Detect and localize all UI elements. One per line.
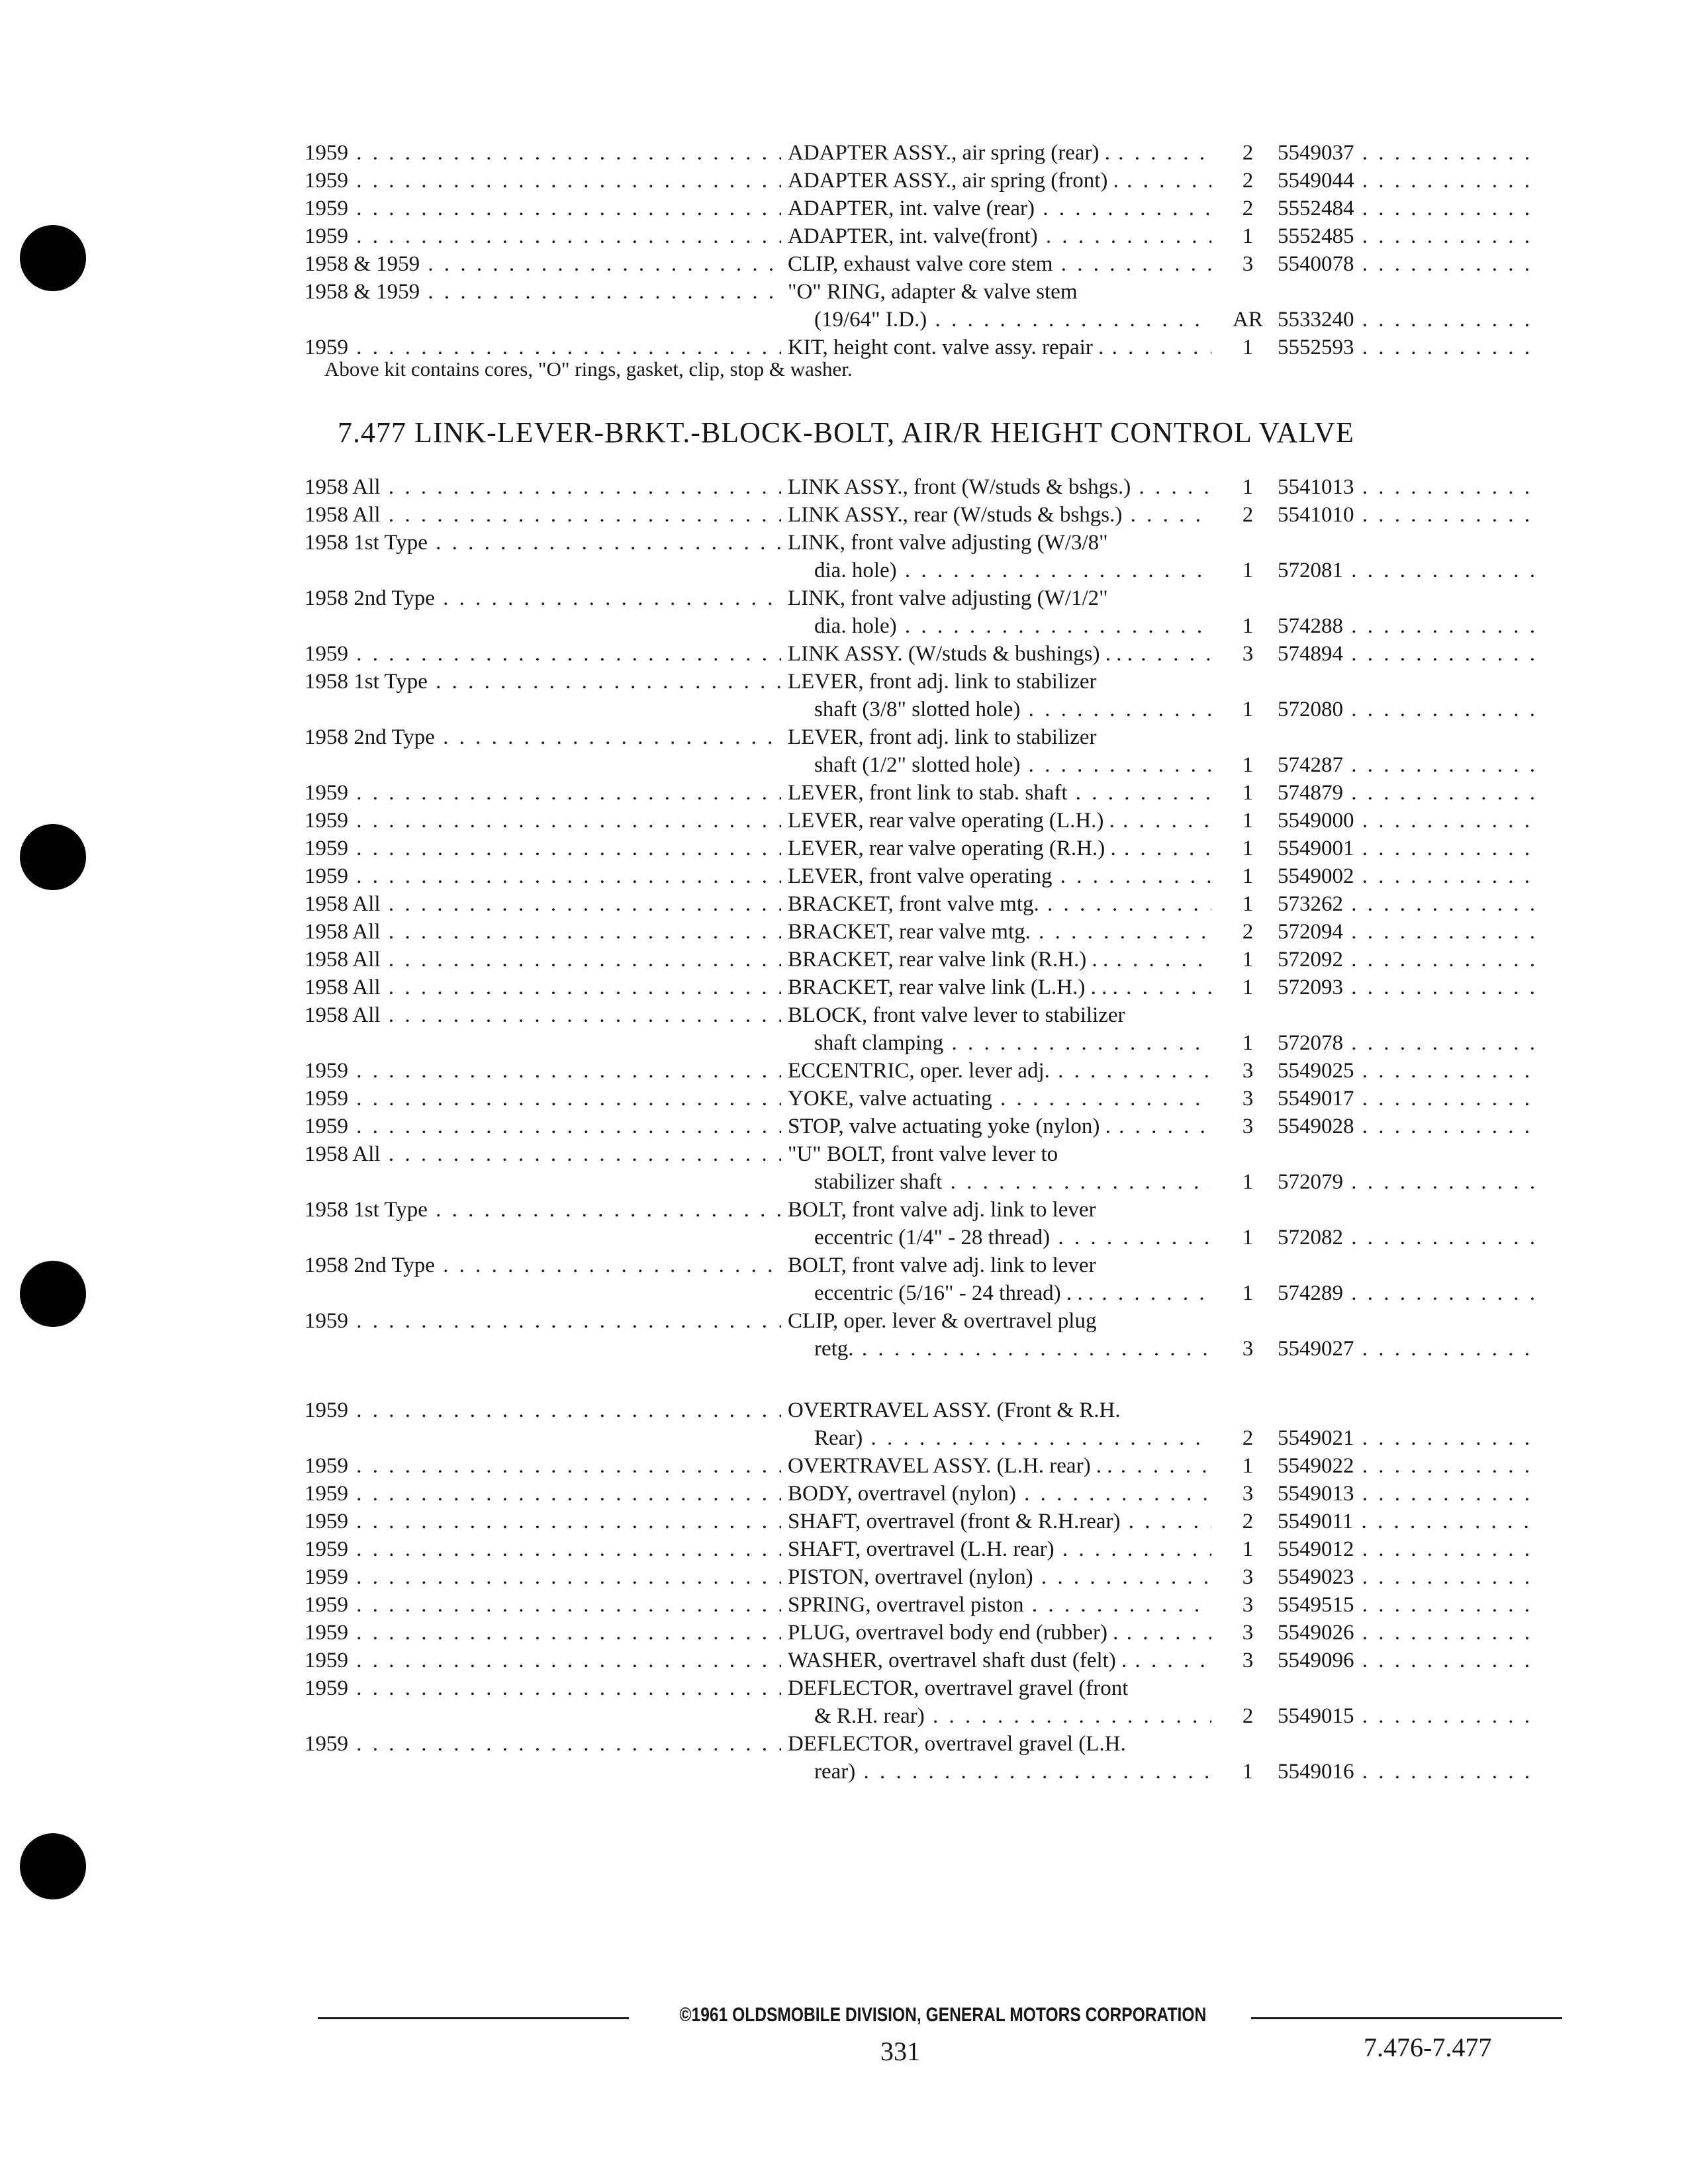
model-year: 1958 1st Type . . . bbox=[305, 1196, 781, 1224]
quantity: 3 bbox=[1242, 1059, 1254, 1083]
description-line: OVERTRAVEL ASSY. (L.H. rear) . . . . . bbox=[788, 1452, 1211, 1480]
quantity: 2 bbox=[1242, 920, 1254, 944]
part-row bbox=[305, 167, 1536, 195]
part-row bbox=[305, 890, 1536, 918]
part-number: 572078 . . . bbox=[1278, 1029, 1536, 1057]
part-row bbox=[305, 529, 1536, 584]
part-number: 572093 . . . bbox=[1278, 974, 1536, 1001]
part-description bbox=[788, 501, 1211, 529]
part-row bbox=[305, 1196, 1536, 1251]
part-row bbox=[305, 1480, 1536, 1508]
model-year: 1959 . . . bbox=[305, 1619, 781, 1647]
part-number: 5549002 . . . bbox=[1278, 862, 1536, 890]
quantity: 2 bbox=[1242, 503, 1254, 527]
footer bbox=[318, 2000, 1562, 2026]
model-year: 1959 . . . bbox=[305, 222, 781, 250]
part-number: 572080 . . . bbox=[1278, 696, 1536, 723]
part-number: 5549515 . . . bbox=[1278, 1591, 1536, 1619]
quantity: 1 bbox=[1242, 837, 1254, 860]
description-line: DEFLECTOR, overtravel gravel (front bbox=[788, 1676, 1129, 1700]
description-line: LINK ASSY., rear (W/studs & bshgs.) . . . bbox=[788, 501, 1211, 529]
model-year: 1958 2nd Type . . . bbox=[305, 1251, 781, 1279]
quantity: 3 bbox=[1242, 252, 1254, 276]
quantity: 3 bbox=[1242, 1593, 1254, 1617]
part-description bbox=[788, 1730, 1211, 1786]
part-number: 5549028 . . . bbox=[1278, 1113, 1536, 1140]
part-description bbox=[788, 195, 1211, 222]
part-description bbox=[788, 167, 1211, 195]
description-line: PISTON, overtravel (nylon) . . . bbox=[788, 1563, 1211, 1591]
part-description bbox=[788, 278, 1211, 334]
description-line: ECCENTRIC, oper. lever adj. . . . bbox=[788, 1057, 1211, 1085]
model-year: 1958 2nd Type . . . bbox=[305, 584, 781, 612]
model-year: 1959 . . . bbox=[305, 1396, 781, 1424]
description-line: SHAFT, overtravel (front & R.H.rear) . . . bbox=[788, 1508, 1211, 1535]
part-description bbox=[788, 222, 1211, 250]
part-description bbox=[788, 1307, 1211, 1363]
part-row bbox=[305, 1452, 1536, 1480]
part-description bbox=[788, 946, 1211, 974]
model-year: 1959 . . . bbox=[305, 334, 781, 361]
quantity: 1 bbox=[1242, 559, 1254, 582]
description-line: dia. hole) . . . bbox=[788, 612, 1211, 640]
description-line: shaft clamping . . . bbox=[788, 1029, 1211, 1057]
quantity: 1 bbox=[1242, 1760, 1254, 1784]
quantity: 1 bbox=[1242, 948, 1254, 972]
part-number: 5549021 . . . bbox=[1278, 1424, 1536, 1452]
part-row bbox=[305, 974, 1536, 1001]
part-row bbox=[305, 1251, 1536, 1307]
description-line: BOLT, front valve adj. link to lever bbox=[788, 1198, 1096, 1222]
part-row bbox=[305, 1001, 1536, 1057]
model-year: 1959 . . . bbox=[305, 640, 781, 668]
part-number: 5549025 . . . bbox=[1278, 1057, 1536, 1085]
part-description bbox=[788, 779, 1211, 807]
part-description bbox=[788, 529, 1211, 584]
model-year: 1959 . . . bbox=[305, 1085, 781, 1113]
binder-hole bbox=[20, 824, 86, 890]
part-number: 573262 . . . bbox=[1278, 890, 1536, 918]
quantity: AR bbox=[1233, 308, 1263, 332]
quantity: 1 bbox=[1242, 809, 1254, 833]
model-year: 1959 . . . bbox=[305, 1674, 781, 1702]
part-description bbox=[788, 1140, 1211, 1196]
section-heading: 7.477 LINK-LEVER-BRKT.-BLOCK-BOLT, AIR/R HEIGHT CONTROL VALVE bbox=[338, 416, 1354, 449]
part-row bbox=[305, 1674, 1536, 1730]
binder-hole bbox=[20, 225, 86, 291]
part-row bbox=[305, 1396, 1536, 1452]
part-description bbox=[788, 1619, 1211, 1647]
page-number: 331 bbox=[880, 2036, 920, 2066]
footer-rule-left bbox=[318, 2017, 629, 2019]
description-line: BOLT, front valve adj. link to lever bbox=[788, 1253, 1096, 1277]
part-number: 5549022 . . . bbox=[1278, 1452, 1536, 1480]
model-year: 1958 All . . . bbox=[305, 946, 781, 974]
description-line: ADAPTER ASSY., air spring (rear) . . . . bbox=[788, 139, 1211, 167]
part-description bbox=[788, 584, 1211, 640]
quantity: 3 bbox=[1242, 1565, 1254, 1589]
quantity: 3 bbox=[1242, 1115, 1254, 1138]
part-row bbox=[305, 1085, 1536, 1113]
binder-hole bbox=[20, 1833, 86, 1899]
part-row bbox=[305, 1113, 1536, 1140]
quantity: 1 bbox=[1242, 1537, 1254, 1561]
part-description bbox=[788, 250, 1211, 278]
description-line: "O" RING, adapter & valve stem bbox=[788, 280, 1078, 304]
part-description bbox=[788, 1452, 1211, 1480]
part-number: 574288 . . . bbox=[1278, 612, 1536, 640]
description-line: retg. . . . bbox=[788, 1335, 1211, 1363]
parts-list-link-lever bbox=[305, 473, 1536, 1363]
description-line: PLUG, overtravel body end (rubber) . . . . bbox=[788, 1619, 1211, 1647]
part-row bbox=[305, 862, 1536, 890]
model-year: 1958 1st Type . . . bbox=[305, 529, 781, 557]
part-row bbox=[305, 835, 1536, 862]
model-year: 1958 & 1959 . . . bbox=[305, 278, 781, 306]
part-number: 5549027 . . . bbox=[1278, 1335, 1536, 1363]
description-line: eccentric (1/4" - 28 thread) . . . bbox=[788, 1224, 1211, 1251]
description-line: DEFLECTOR, overtravel gravel (L.H. bbox=[788, 1732, 1126, 1756]
part-description bbox=[788, 668, 1211, 723]
description-line: LINK ASSY., front (W/studs & bshgs.) . . . bbox=[788, 473, 1211, 501]
binder-hole bbox=[20, 1261, 86, 1327]
quantity: 3 bbox=[1242, 1087, 1254, 1111]
part-row bbox=[305, 779, 1536, 807]
description-line: BODY, overtravel (nylon) . . . bbox=[788, 1480, 1211, 1508]
description-line: YOKE, valve actuating . . . bbox=[788, 1085, 1211, 1113]
part-row bbox=[305, 222, 1536, 250]
model-year: 1958 All . . . bbox=[305, 1140, 781, 1168]
part-number: 574879 . . . bbox=[1278, 779, 1536, 807]
quantity: 2 bbox=[1242, 169, 1254, 193]
part-description bbox=[788, 139, 1211, 167]
part-description bbox=[788, 835, 1211, 862]
model-year: 1959 . . . bbox=[305, 195, 781, 222]
parts-list-overtravel bbox=[305, 1396, 1536, 1786]
part-row bbox=[305, 1535, 1536, 1563]
quantity: 2 bbox=[1242, 1704, 1254, 1728]
part-row bbox=[305, 501, 1536, 529]
description-line: LEVER, front valve operating . . . bbox=[788, 862, 1211, 890]
description-line: SPRING, overtravel piston . . . bbox=[788, 1591, 1211, 1619]
description-line: shaft (1/2" slotted hole) . . . bbox=[788, 751, 1211, 779]
part-number: 5549017 . . . bbox=[1278, 1085, 1536, 1113]
model-year: 1959 . . . bbox=[305, 139, 781, 167]
part-description bbox=[788, 1508, 1211, 1535]
model-year: 1959 . . . bbox=[305, 1647, 781, 1674]
part-row bbox=[305, 1591, 1536, 1619]
model-year: 1958 All . . . bbox=[305, 1001, 781, 1029]
model-year: 1959 . . . bbox=[305, 1452, 781, 1480]
description-line: LEVER, front adj. link to stabilizer bbox=[788, 725, 1097, 749]
part-number: 5549013 . . . bbox=[1278, 1480, 1536, 1508]
description-line: Rear) . . . bbox=[788, 1424, 1211, 1452]
description-line: LEVER, rear valve operating (R.H.) . . . . bbox=[788, 835, 1211, 862]
part-number: 574894 . . . bbox=[1278, 640, 1536, 668]
description-line: CLIP, oper. lever & overtravel plug bbox=[788, 1309, 1097, 1333]
part-row bbox=[305, 139, 1536, 167]
description-line: WASHER, overtravel shaft dust (felt) . . . . bbox=[788, 1647, 1211, 1674]
model-year: 1959 . . . bbox=[305, 1535, 781, 1563]
part-number: 5549012 . . . bbox=[1278, 1535, 1536, 1563]
part-number: 572079 . . . bbox=[1278, 1168, 1536, 1196]
part-row bbox=[305, 1508, 1536, 1535]
description-line: rear) . . . bbox=[788, 1758, 1211, 1786]
quantity: 3 bbox=[1242, 1482, 1254, 1506]
description-line: "U" BOLT, front valve lever to bbox=[788, 1142, 1058, 1166]
part-description bbox=[788, 1647, 1211, 1674]
description-line: (19/64" I.D.) . . . bbox=[788, 306, 1211, 334]
part-row bbox=[305, 1307, 1536, 1363]
parts-list-adapters bbox=[305, 139, 1536, 361]
model-year: 1959 . . . bbox=[305, 1113, 781, 1140]
description-line: KIT, height cont. valve assy. repair . . . . bbox=[788, 334, 1211, 361]
part-number: 574289 . . . bbox=[1278, 1279, 1536, 1307]
part-description bbox=[788, 1563, 1211, 1591]
description-line: LINK, front valve adjusting (W/3/8" bbox=[788, 531, 1108, 555]
part-description bbox=[788, 862, 1211, 890]
model-year: 1959 . . . bbox=[305, 1508, 781, 1535]
part-number: 5549023 . . . bbox=[1278, 1563, 1536, 1591]
part-description bbox=[788, 807, 1211, 835]
part-row bbox=[305, 278, 1536, 334]
part-number: 572081 . . . bbox=[1278, 557, 1536, 584]
quantity: 1 bbox=[1242, 614, 1254, 638]
description-line: BRACKET, rear valve link (R.H.) . . . . . bbox=[788, 946, 1211, 974]
part-description bbox=[788, 1674, 1211, 1730]
part-number: 5549037 . . . bbox=[1278, 139, 1536, 167]
description-line: BRACKET, rear valve mtg. . . . bbox=[788, 918, 1211, 946]
part-row bbox=[305, 584, 1536, 640]
description-line: OVERTRAVEL ASSY. (Front & R.H. bbox=[788, 1398, 1121, 1422]
model-year: 1959 . . . bbox=[305, 167, 781, 195]
part-number: 5549016 . . . bbox=[1278, 1758, 1536, 1786]
description-line: LEVER, rear valve operating (L.H.) . . . . bbox=[788, 807, 1211, 835]
part-row bbox=[305, 668, 1536, 723]
part-number: 5549015 . . . bbox=[1278, 1702, 1536, 1730]
part-description bbox=[788, 723, 1211, 779]
copyright-line: ©1961 OLDSMOBILE DIVISION, GENERAL MOTORS CORPORATION bbox=[679, 2004, 1207, 2026]
part-number: 5549096 . . . bbox=[1278, 1647, 1536, 1674]
quantity: 3 bbox=[1242, 1621, 1254, 1645]
part-description bbox=[788, 1085, 1211, 1113]
part-number: 572092 . . . bbox=[1278, 946, 1536, 974]
description-line: shaft (3/8" slotted hole) . . . bbox=[788, 696, 1211, 723]
part-row bbox=[305, 250, 1536, 278]
part-number: 5552485 . . . bbox=[1278, 222, 1536, 250]
model-year: 1958 2nd Type . . . bbox=[305, 723, 781, 751]
section-range: 7.476-7.477 bbox=[1364, 2032, 1492, 2062]
description-line: CLIP, exhaust valve core stem . . . bbox=[788, 250, 1211, 278]
model-year: 1959 . . . bbox=[305, 1563, 781, 1591]
description-line: SHAFT, overtravel (L.H. rear) . . . bbox=[788, 1535, 1211, 1563]
quantity: 1 bbox=[1242, 1281, 1254, 1305]
part-number: 5533240 . . . bbox=[1278, 306, 1536, 334]
description-line: & R.H. rear) . . . bbox=[788, 1702, 1211, 1730]
part-description bbox=[788, 473, 1211, 501]
part-row bbox=[305, 1140, 1536, 1196]
description-line: LINK ASSY. (W/studs & bushings) . . . . . . bbox=[788, 640, 1211, 668]
quantity: 3 bbox=[1242, 642, 1254, 666]
part-description bbox=[788, 640, 1211, 668]
part-number: 5541010 . . . bbox=[1278, 501, 1536, 529]
description-line: LINK, front valve adjusting (W/1/2" bbox=[788, 586, 1108, 610]
quantity: 1 bbox=[1242, 698, 1254, 721]
description-line: LEVER, front link to stab. shaft . . . bbox=[788, 779, 1211, 807]
model-year: 1959 . . . bbox=[305, 1591, 781, 1619]
part-row bbox=[305, 640, 1536, 668]
part-row bbox=[305, 1647, 1536, 1674]
footer-rule-right bbox=[1251, 2017, 1562, 2019]
kit-contents-note: Above kit contains cores, "O" rings, gasket, clip, stop & washer. bbox=[324, 357, 853, 381]
part-description bbox=[788, 1480, 1211, 1508]
part-row bbox=[305, 195, 1536, 222]
part-number: 5552484 . . . bbox=[1278, 195, 1536, 222]
quantity: 1 bbox=[1242, 1170, 1254, 1194]
part-row bbox=[305, 1619, 1536, 1647]
part-description bbox=[788, 918, 1211, 946]
quantity: 1 bbox=[1242, 1031, 1254, 1055]
description-line: BLOCK, front valve lever to stabilizer bbox=[788, 1003, 1125, 1027]
quantity: 1 bbox=[1242, 1454, 1254, 1478]
description-line: LEVER, front adj. link to stabilizer bbox=[788, 670, 1097, 694]
part-row bbox=[305, 946, 1536, 974]
part-row bbox=[305, 723, 1536, 779]
description-line: ADAPTER, int. valve (rear) . . . bbox=[788, 195, 1211, 222]
quantity: 1 bbox=[1242, 475, 1254, 499]
part-number: 5549001 . . . bbox=[1278, 835, 1536, 862]
part-row bbox=[305, 1563, 1536, 1591]
description-line: stabilizer shaft . . . bbox=[788, 1168, 1211, 1196]
model-year: 1958 All . . . bbox=[305, 473, 781, 501]
model-year: 1958 1st Type . . . bbox=[305, 668, 781, 696]
part-description bbox=[788, 1196, 1211, 1251]
quantity: 1 bbox=[1242, 864, 1254, 888]
description-line: BRACKET, front valve mtg. . . . bbox=[788, 890, 1211, 918]
quantity: 1 bbox=[1242, 892, 1254, 916]
part-number: 5549011 . . . bbox=[1278, 1508, 1536, 1535]
part-row bbox=[305, 807, 1536, 835]
quantity: 2 bbox=[1242, 197, 1254, 220]
part-description bbox=[788, 1535, 1211, 1563]
model-year: 1959 . . . bbox=[305, 779, 781, 807]
quantity: 3 bbox=[1242, 1337, 1254, 1361]
part-description bbox=[788, 1057, 1211, 1085]
part-number: 5549044 . . . bbox=[1278, 167, 1536, 195]
part-description bbox=[788, 1001, 1211, 1057]
quantity: 1 bbox=[1242, 753, 1254, 777]
model-year: 1958 All . . . bbox=[305, 974, 781, 1001]
part-description bbox=[788, 890, 1211, 918]
quantity: 1 bbox=[1242, 1226, 1254, 1250]
description-line: STOP, valve actuating yoke (nylon) . . . . bbox=[788, 1113, 1211, 1140]
part-number: 5540078 . . . bbox=[1278, 250, 1536, 278]
description-line: dia. hole) . . . bbox=[788, 557, 1211, 584]
model-year: 1958 All . . . bbox=[305, 918, 781, 946]
quantity: 3 bbox=[1242, 1649, 1254, 1672]
quantity: 1 bbox=[1242, 336, 1254, 359]
part-description bbox=[788, 1251, 1211, 1307]
model-year: 1959 . . . bbox=[305, 1480, 781, 1508]
part-description bbox=[788, 974, 1211, 1001]
quantity: 2 bbox=[1242, 141, 1254, 165]
quantity: 1 bbox=[1242, 976, 1254, 999]
model-year: 1958 & 1959 . . . bbox=[305, 250, 781, 278]
part-number: 5552593 . . . bbox=[1278, 334, 1536, 361]
part-row bbox=[305, 1730, 1536, 1786]
quantity: 2 bbox=[1242, 1426, 1254, 1450]
quantity: 1 bbox=[1242, 224, 1254, 248]
description-line: ADAPTER, int. valve(front) . . . bbox=[788, 222, 1211, 250]
model-year: 1959 . . . bbox=[305, 807, 781, 835]
model-year: 1958 All . . . bbox=[305, 890, 781, 918]
quantity: 1 bbox=[1242, 781, 1254, 805]
part-row bbox=[305, 473, 1536, 501]
description-line: eccentric (5/16" - 24 thread) . . . . . . bbox=[788, 1279, 1211, 1307]
part-number: 5549000 . . . bbox=[1278, 807, 1536, 835]
description-line: BRACKET, rear valve link (L.H.) . . . . . . bbox=[788, 974, 1211, 1001]
description-line: ADAPTER ASSY., air spring (front) . . . . bbox=[788, 167, 1211, 195]
part-number: 5549026 . . . bbox=[1278, 1619, 1536, 1647]
model-year: 1959 . . . bbox=[305, 1730, 781, 1758]
part-number: 574287 . . . bbox=[1278, 751, 1536, 779]
part-number: 5541013 . . . bbox=[1278, 473, 1536, 501]
quantity: 2 bbox=[1242, 1510, 1254, 1533]
part-row bbox=[305, 1057, 1536, 1085]
part-description bbox=[788, 1113, 1211, 1140]
model-year: 1959 . . . bbox=[305, 1307, 781, 1335]
part-number: 572082 . . . bbox=[1278, 1224, 1536, 1251]
part-row bbox=[305, 918, 1536, 946]
part-number: 572094 . . . bbox=[1278, 918, 1536, 946]
model-year: 1958 All . . . bbox=[305, 501, 781, 529]
part-description bbox=[788, 1591, 1211, 1619]
part-description bbox=[788, 1396, 1211, 1452]
model-year: 1959 . . . bbox=[305, 835, 781, 862]
model-year: 1959 . . . bbox=[305, 862, 781, 890]
model-year: 1959 . . . bbox=[305, 1057, 781, 1085]
